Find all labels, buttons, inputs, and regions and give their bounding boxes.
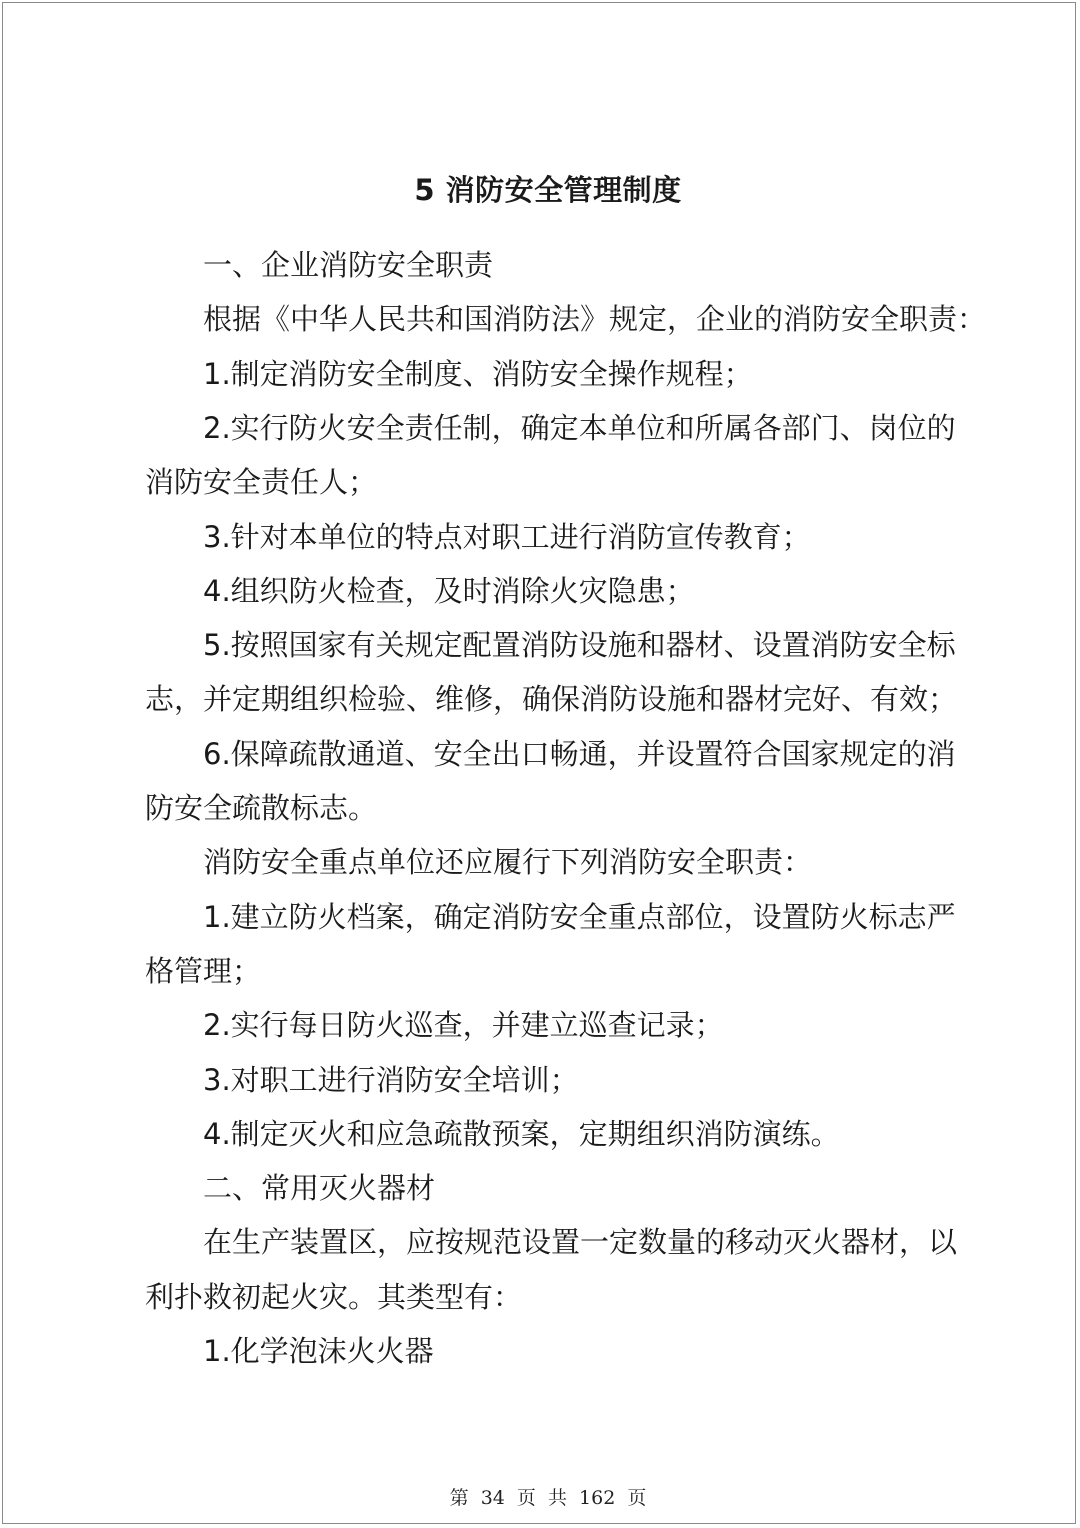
text-line: 一、企业消防安全职责 bbox=[203, 248, 494, 282]
document-title: 5 消防安全管理制度 bbox=[414, 173, 682, 207]
text-line: 消防安全责任人； bbox=[145, 465, 378, 499]
text-line: 4.制定灭火和应急疏散预案，定期组织消防演练。 bbox=[203, 1117, 840, 1151]
text-line: 格管理； bbox=[145, 954, 262, 988]
page-footer bbox=[0, 1484, 1080, 1512]
footer-current-page: 34 bbox=[480, 1487, 505, 1509]
text-line: 5.按照国家有关规定配置消防设施和器材、设置消防安全标 bbox=[203, 628, 956, 662]
footer-prefix: 第 bbox=[449, 1487, 469, 1509]
footer-total-pages: 162 bbox=[579, 1487, 616, 1509]
text-line: 2.实行防火安全责任制，确定本单位和所属各部门、岗位的 bbox=[203, 411, 956, 445]
text-line: 防安全疏散标志。 bbox=[145, 791, 378, 825]
text-line: 1.制定消防安全制度、消防安全操作规程； bbox=[203, 357, 753, 391]
text-line: 3.对职工进行消防安全培训； bbox=[203, 1063, 579, 1097]
text-line: 3.针对本单位的特点对职工进行消防宣传教育； bbox=[203, 520, 811, 554]
text-line: 4.组织防火检查，及时消除火灾隐患； bbox=[203, 574, 695, 608]
text-line: 2.实行每日防火巡查，并建立巡查记录； bbox=[203, 1008, 724, 1042]
text-line: 1.建立防火档案，确定消防安全重点部位，设置防火标志严 bbox=[203, 900, 956, 934]
footer-suffix: 页 bbox=[627, 1487, 647, 1509]
text-line: 在生产装置区，应按规范设置一定数量的移动灭火器材，以 bbox=[203, 1225, 958, 1259]
text-line: 二、常用灭火器材 bbox=[203, 1171, 436, 1205]
text-line: 6.保障疏散通道、安全出口畅通，并设置符合国家规定的消 bbox=[203, 737, 956, 771]
footer-page-word: 页 bbox=[516, 1487, 536, 1509]
footer-total-word: 共 bbox=[547, 1487, 567, 1509]
text-line: 利扑救初起火灾。其类型有： bbox=[145, 1280, 523, 1314]
text-line: 1.化学泡沫火火器 bbox=[203, 1334, 434, 1368]
text-line: 志，并定期组织检验、维修，确保消防设施和器材完好、有效； bbox=[145, 682, 958, 716]
text-line: 消防安全重点单位还应履行下列消防安全职责： bbox=[203, 845, 813, 879]
text-line: 根据《中华人民共和国消防法》规定，企业的消防安全职责： bbox=[203, 302, 987, 336]
